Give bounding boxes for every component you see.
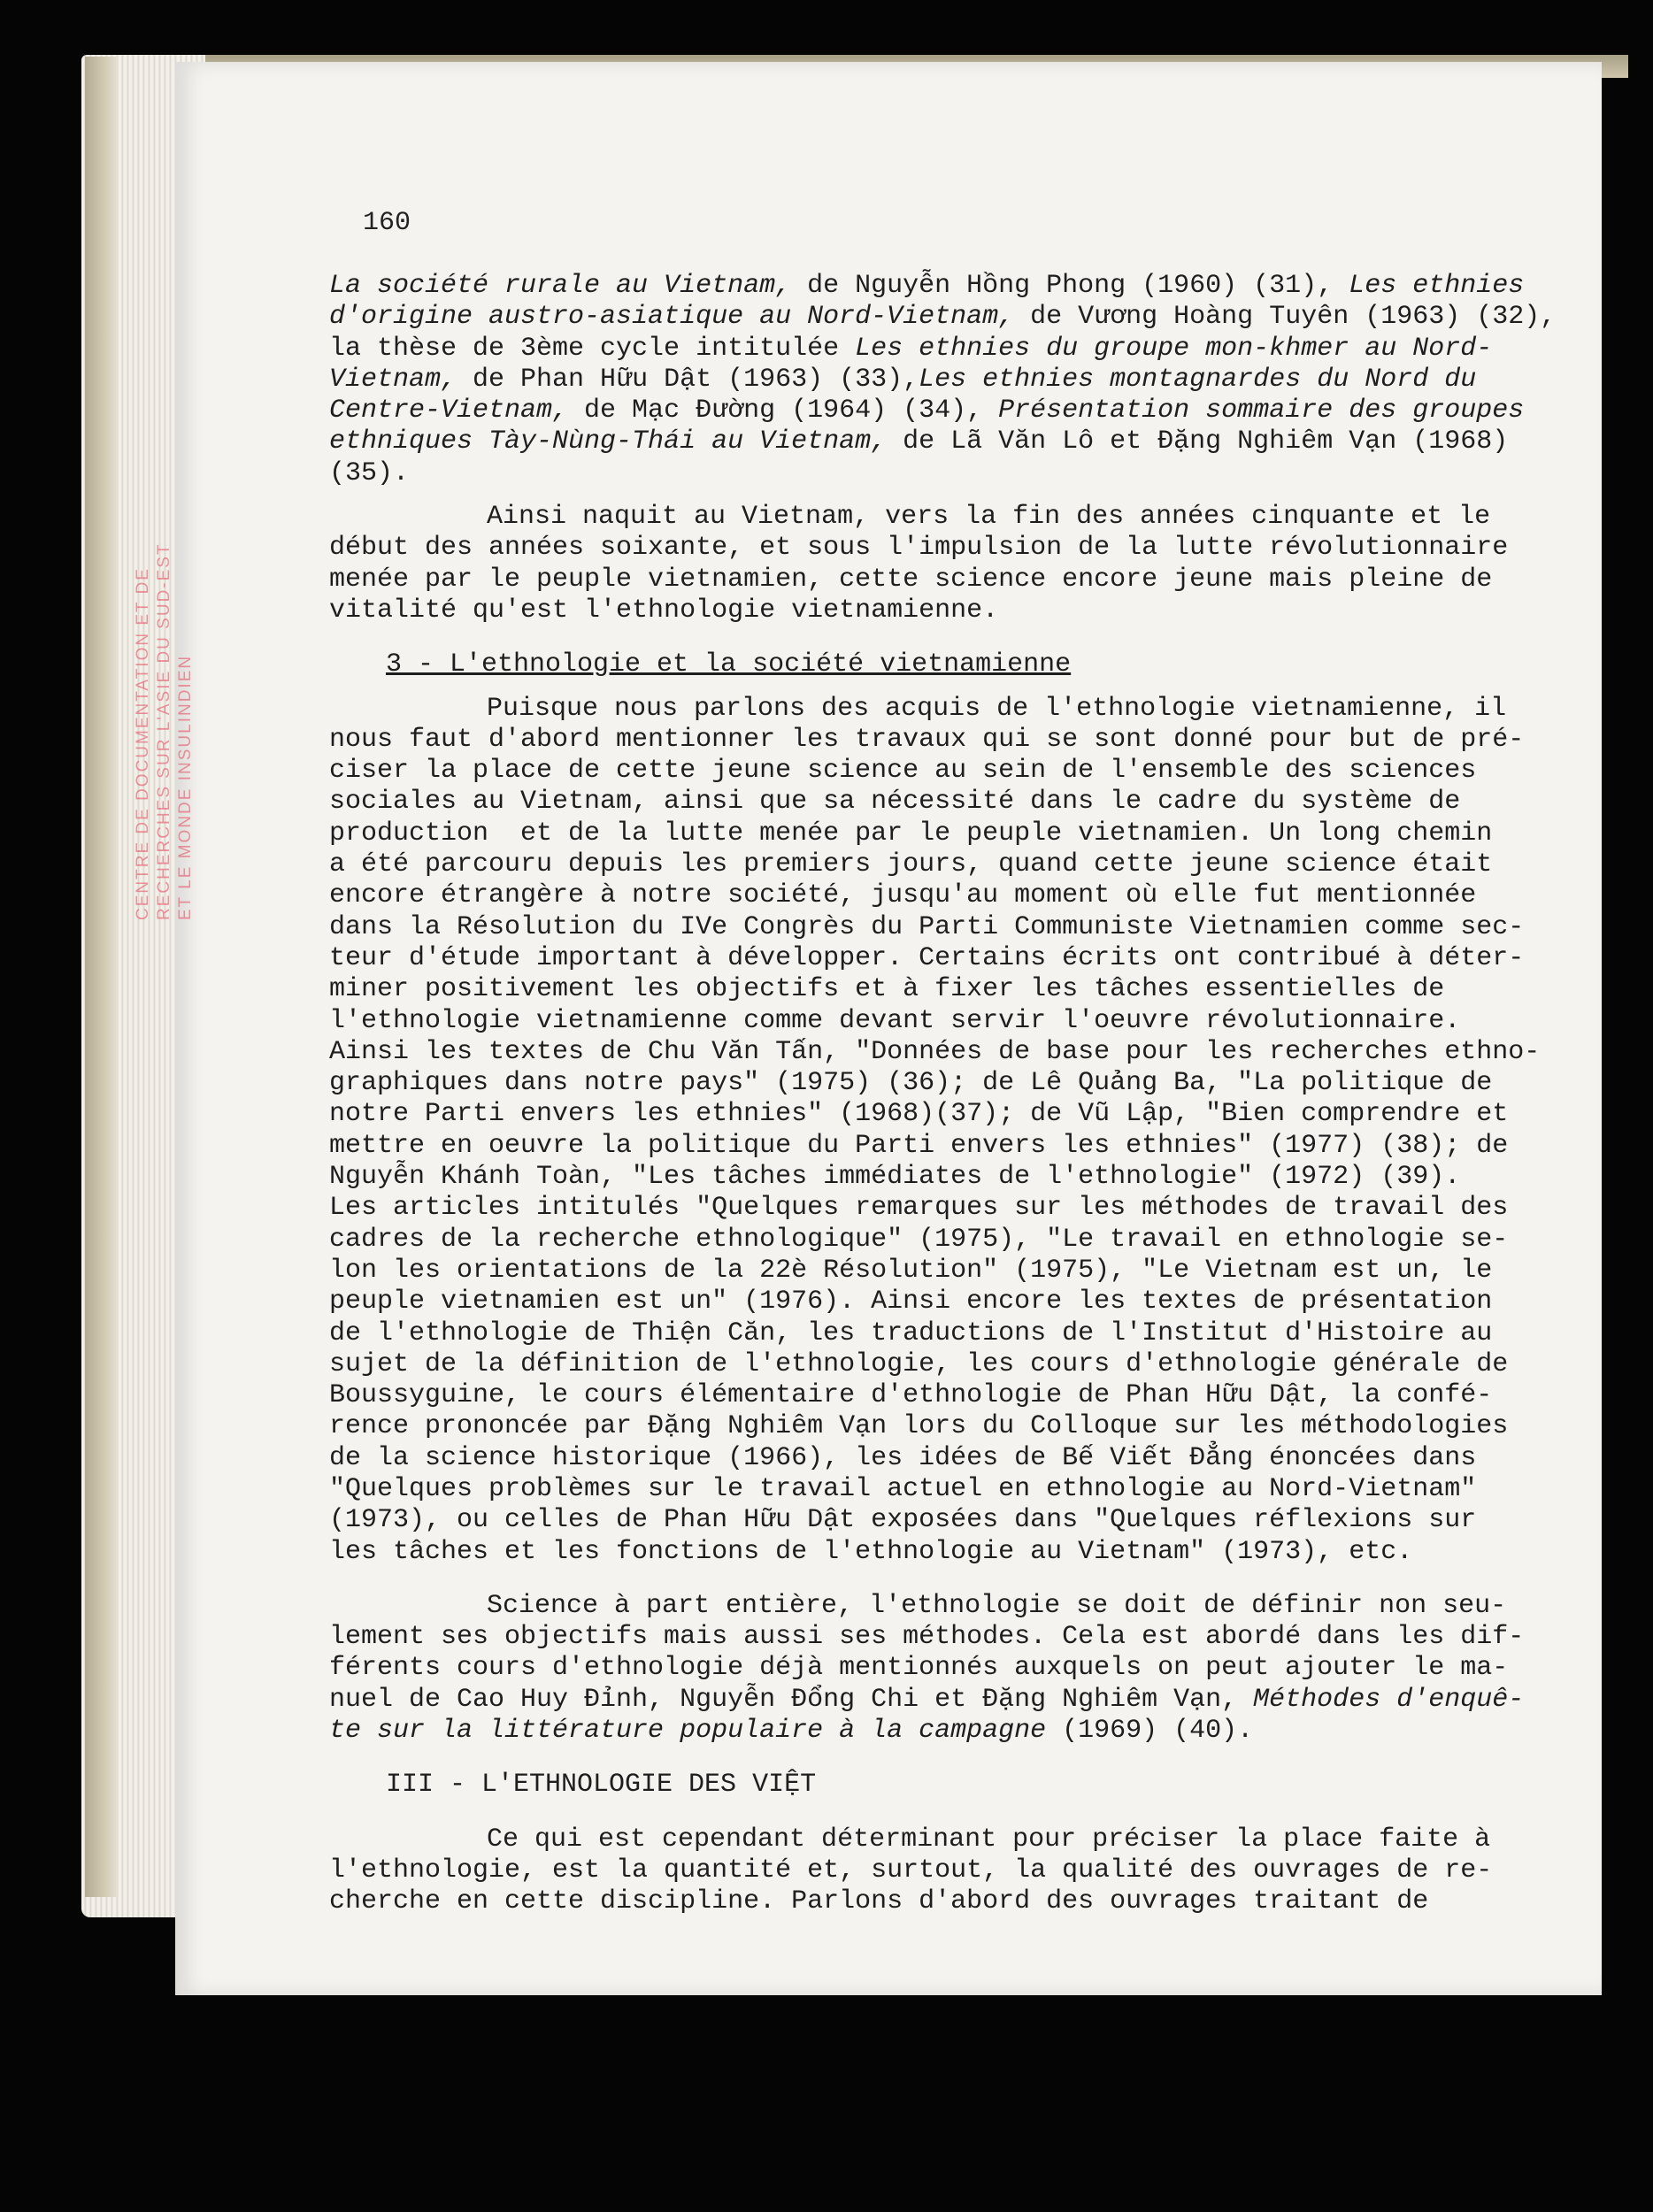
- text-run: cadres de la recherche ethnologique" (1975), "Le travail en ethnologie se-: [329, 1224, 1509, 1255]
- text-run: l'ethnologie vietnamienne comme devant servir l'oeuvre révolutionnaire.: [329, 1005, 1461, 1036]
- text-run: sociales au Vietnam, ainsi que sa nécessité dans le cadre du système de: [329, 787, 1461, 818]
- paragraph: [329, 502, 1509, 626]
- paragraph: [329, 693, 1541, 1568]
- text-run: début des années soixante, et sous l'impulsion de la lutte révolutionnaire: [329, 533, 1509, 564]
- text-run: de Nguyễn Hồng Phong (1960) (31),: [791, 271, 1349, 301]
- text-run: (35).: [329, 457, 410, 488]
- text-line: [329, 1006, 1480, 1037]
- text-run: férents cours d'ethnologie déjà mentionnés auxquels on peut ajouter le ma-: [329, 1653, 1509, 1684]
- text-run: III - L'ETHNOLOGIE DES VIỆT: [386, 1770, 817, 1801]
- text-line: [329, 849, 1493, 880]
- italic-title-text: Les ethnies montagnardes du Nord du: [919, 364, 1477, 395]
- text-line: [329, 533, 1509, 564]
- text-run: a été parcouru depuis les premiers jours, quand cette jeune science était: [329, 849, 1493, 880]
- text-run: nuel de Cao Huy Đỉnh, Nguyễn Đổng Chi et Đặng Nghiêm Vạn,: [329, 1684, 1254, 1715]
- text-run: Ce qui est cependant déterminant pour préciser la place faite à: [487, 1824, 1491, 1855]
- text-line: [329, 1068, 1493, 1099]
- text-run: Puisque nous parlons des acquis de l'ethnologie vietnamienne, il: [487, 693, 1507, 724]
- text-line: [329, 1770, 1480, 1801]
- italic-title-text: La société rurale au Vietnam,: [329, 271, 792, 301]
- text-line: [329, 502, 1491, 533]
- text-line: [329, 1716, 1480, 1747]
- text-line: [329, 302, 1557, 333]
- text-run: les tâches et les fonctions de l'ethnologie au Vietnam" (1973), etc.: [329, 1536, 1413, 1567]
- text-line: [329, 1886, 1480, 1917]
- paragraph: [329, 1590, 1525, 1747]
- text-line: [329, 1286, 1493, 1317]
- text-line: [329, 1193, 1509, 1224]
- text-run: Boussyguine, le cours élémentaire d'ethnologie de Phan Hữu Dật, la confé-: [329, 1380, 1493, 1411]
- italic-title-text: Centre-Vietnam,: [329, 396, 569, 426]
- text-run: Ainsi naquit au Vietnam, vers la fin des années cinquante et le: [487, 502, 1491, 533]
- text-run: de Vương Hoàng Tuyên (1963) (32),: [1014, 302, 1557, 333]
- stamp-line-2: [154, 814, 175, 920]
- text-line: [329, 1653, 1509, 1684]
- text-line: [329, 333, 1493, 365]
- text-line: [329, 1380, 1493, 1411]
- text-run: nous faut d'abord mentionner les travaux qui se sont donné pour but de pré-: [329, 724, 1525, 755]
- text-line: [329, 1130, 1509, 1162]
- text-line: [329, 1684, 1525, 1716]
- text-run: l'ethnologie, est la quantité et, surtout, la qualité des ouvrages de re-: [329, 1855, 1493, 1886]
- italic-title-text: Présentation sommaire des groupes: [998, 396, 1525, 426]
- text-run: la thèse de 3ème cycle intitulée: [329, 333, 856, 364]
- italic-title-text: Méthodes d'enquê-: [1253, 1684, 1525, 1715]
- text-line: [329, 649, 1480, 680]
- text-run: peuple vietnamien est un" (1976). Ainsi encore les textes de présentation: [329, 1286, 1493, 1317]
- text-run: cherche en cette discipline. Parlons d'abord des ouvrages traitant de: [329, 1886, 1429, 1917]
- text-line: [329, 1224, 1509, 1256]
- text-run: mettre en oeuvre la politique du Parti envers les ethnies" (1977) (38); de: [329, 1130, 1509, 1161]
- text-line: [329, 396, 1525, 426]
- text-line: [329, 911, 1525, 943]
- italic-title-text: d'origine austro-asiatique au Nord-Vietnam,: [329, 302, 1015, 333]
- text-run: de Lã Văn Lô et Đặng Nghiêm Vạn (1968): [887, 426, 1509, 457]
- text-line: [329, 1622, 1525, 1653]
- paragraph: [329, 1824, 1493, 1918]
- text-run: ciser la place de cette jeune science au sein de l'ensemble des sciences: [329, 756, 1477, 787]
- stamp-line-3: [175, 814, 196, 920]
- text-run: miner positivement les objectifs et à fixer les tâches essentielles de: [329, 974, 1445, 1005]
- italic-title-text: Vietnam,: [329, 364, 457, 395]
- text-line: [329, 818, 1493, 849]
- text-run: lon les orientations de la 22è Résolution" (1975), "Le Vietnam est un, le: [329, 1255, 1493, 1286]
- text-run: de l'ethnologie de Thiện Căn, les traductions de l'Institut d'Histoire au: [329, 1317, 1493, 1348]
- text-line: [329, 1505, 1480, 1536]
- book-cover-spine: [85, 57, 119, 1897]
- text-run: de la science historique (1966), les idées de Bế Viết Đẳng énoncées dans: [329, 1442, 1477, 1473]
- text-line: [329, 880, 1480, 911]
- text-line: [329, 564, 1493, 595]
- text-line: [329, 365, 1480, 396]
- italic-title-text: Les ethnies: [1349, 271, 1525, 301]
- italic-title-text: ethniques Tày-Nùng-Thái au Vietnam,: [329, 426, 888, 457]
- text-run: rence prononcée par Đặng Nghiêm Vạn lors du Colloque sur les méthodologies: [329, 1411, 1509, 1442]
- text-run: Science à part entière, l'ethnologie se doit de définir non seu-: [487, 1590, 1507, 1621]
- text-line: [329, 1255, 1493, 1286]
- text-line: [329, 1162, 1480, 1193]
- italic-title-text: Les ethnies du groupe mon-khmer au Nord-: [855, 333, 1493, 364]
- stamp-line-1: [133, 814, 154, 920]
- text-run: 3 - L'ethnologie et la société vietnamienne: [386, 649, 1072, 680]
- text-run: (1969) (40).: [1046, 1716, 1254, 1747]
- text-line: [329, 942, 1525, 974]
- text-line: [329, 1036, 1541, 1068]
- text-run: dans la Résolution du IVe Congrès du Parti Communiste Vietnamien comme sec-: [329, 911, 1525, 942]
- text-line: [329, 1317, 1493, 1349]
- chapter-heading: [329, 1770, 1480, 1801]
- text-run: Ainsi les textes de Chu Văn Tấn, "Données de base pour les recherches ethno-: [329, 1036, 1541, 1067]
- text-line: [329, 1099, 1509, 1130]
- text-line: [329, 426, 1509, 457]
- text-line: [329, 1443, 1480, 1474]
- page-number: 160: [363, 208, 411, 238]
- paragraph: [329, 271, 1557, 489]
- text-line: [329, 1824, 1491, 1855]
- section-heading: [329, 649, 1480, 680]
- text-line: [329, 756, 1480, 787]
- text-line: [329, 458, 1480, 489]
- body-text: [329, 271, 1557, 1918]
- text-line: [329, 1590, 1507, 1622]
- text-run: "Quelques problèmes sur le travail actuel en ethnologie au Nord-Vietnam": [329, 1473, 1477, 1504]
- text-line: [329, 974, 1480, 1005]
- text-run: (1973), ou celles de Phan Hữu Dật exposées dans "Quelques réflexions sur: [329, 1505, 1477, 1536]
- text-run: production et de la lutte menée par le peuple vietnamien. Un long chemin: [329, 818, 1493, 849]
- text-line: [329, 1855, 1493, 1886]
- text-run: sujet de la définition de l'ethnologie, les cours d'ethnologie générale de: [329, 1348, 1509, 1379]
- text-run: de Phan Hữu Dật (1963) (33),: [457, 364, 919, 395]
- text-run: lement ses objectifs mais aussi ses méthodes. Cela est abordé dans les dif-: [329, 1622, 1525, 1653]
- text-line: [329, 1474, 1480, 1505]
- text-run: vitalité qu'est l'ethnologie vietnamienne.: [329, 595, 999, 626]
- text-line: [329, 724, 1525, 756]
- text-line: [329, 1537, 1480, 1568]
- text-line: [329, 1411, 1509, 1442]
- text-line: [329, 595, 1480, 626]
- text-run: notre Parti envers les ethnies" (1968)(37); de Vũ Lập, "Bien comprendre et: [329, 1099, 1509, 1130]
- text-run: Nguyễn Khánh Toàn, "Les tâches immédiates de l'ethnologie" (1972) (39).: [329, 1162, 1461, 1193]
- text-run: Les articles intitulés "Quelques remarques sur les méthodes de travail des: [329, 1193, 1509, 1224]
- text-line: [329, 1348, 1509, 1380]
- text-run: encore étrangère à notre société, jusqu'au moment où elle fut mentionnée: [329, 880, 1477, 911]
- text-run: de Mạc Đường (1964) (34),: [568, 396, 999, 426]
- text-run: graphiques dans notre pays" (1975) (36); de Lê Quảng Ba, "La politique de: [329, 1068, 1493, 1099]
- text-line: [329, 271, 1525, 302]
- text-line: [329, 693, 1507, 725]
- italic-title-text: te sur la littérature populaire à la campagne: [329, 1716, 1047, 1747]
- text-line: [329, 787, 1480, 818]
- text-run: menée par le peuple vietnamien, cette science encore jeune mais pleine de: [329, 564, 1493, 595]
- text-run: teur d'étude important à développer. Certains écrits ont contribué à déter-: [329, 942, 1525, 973]
